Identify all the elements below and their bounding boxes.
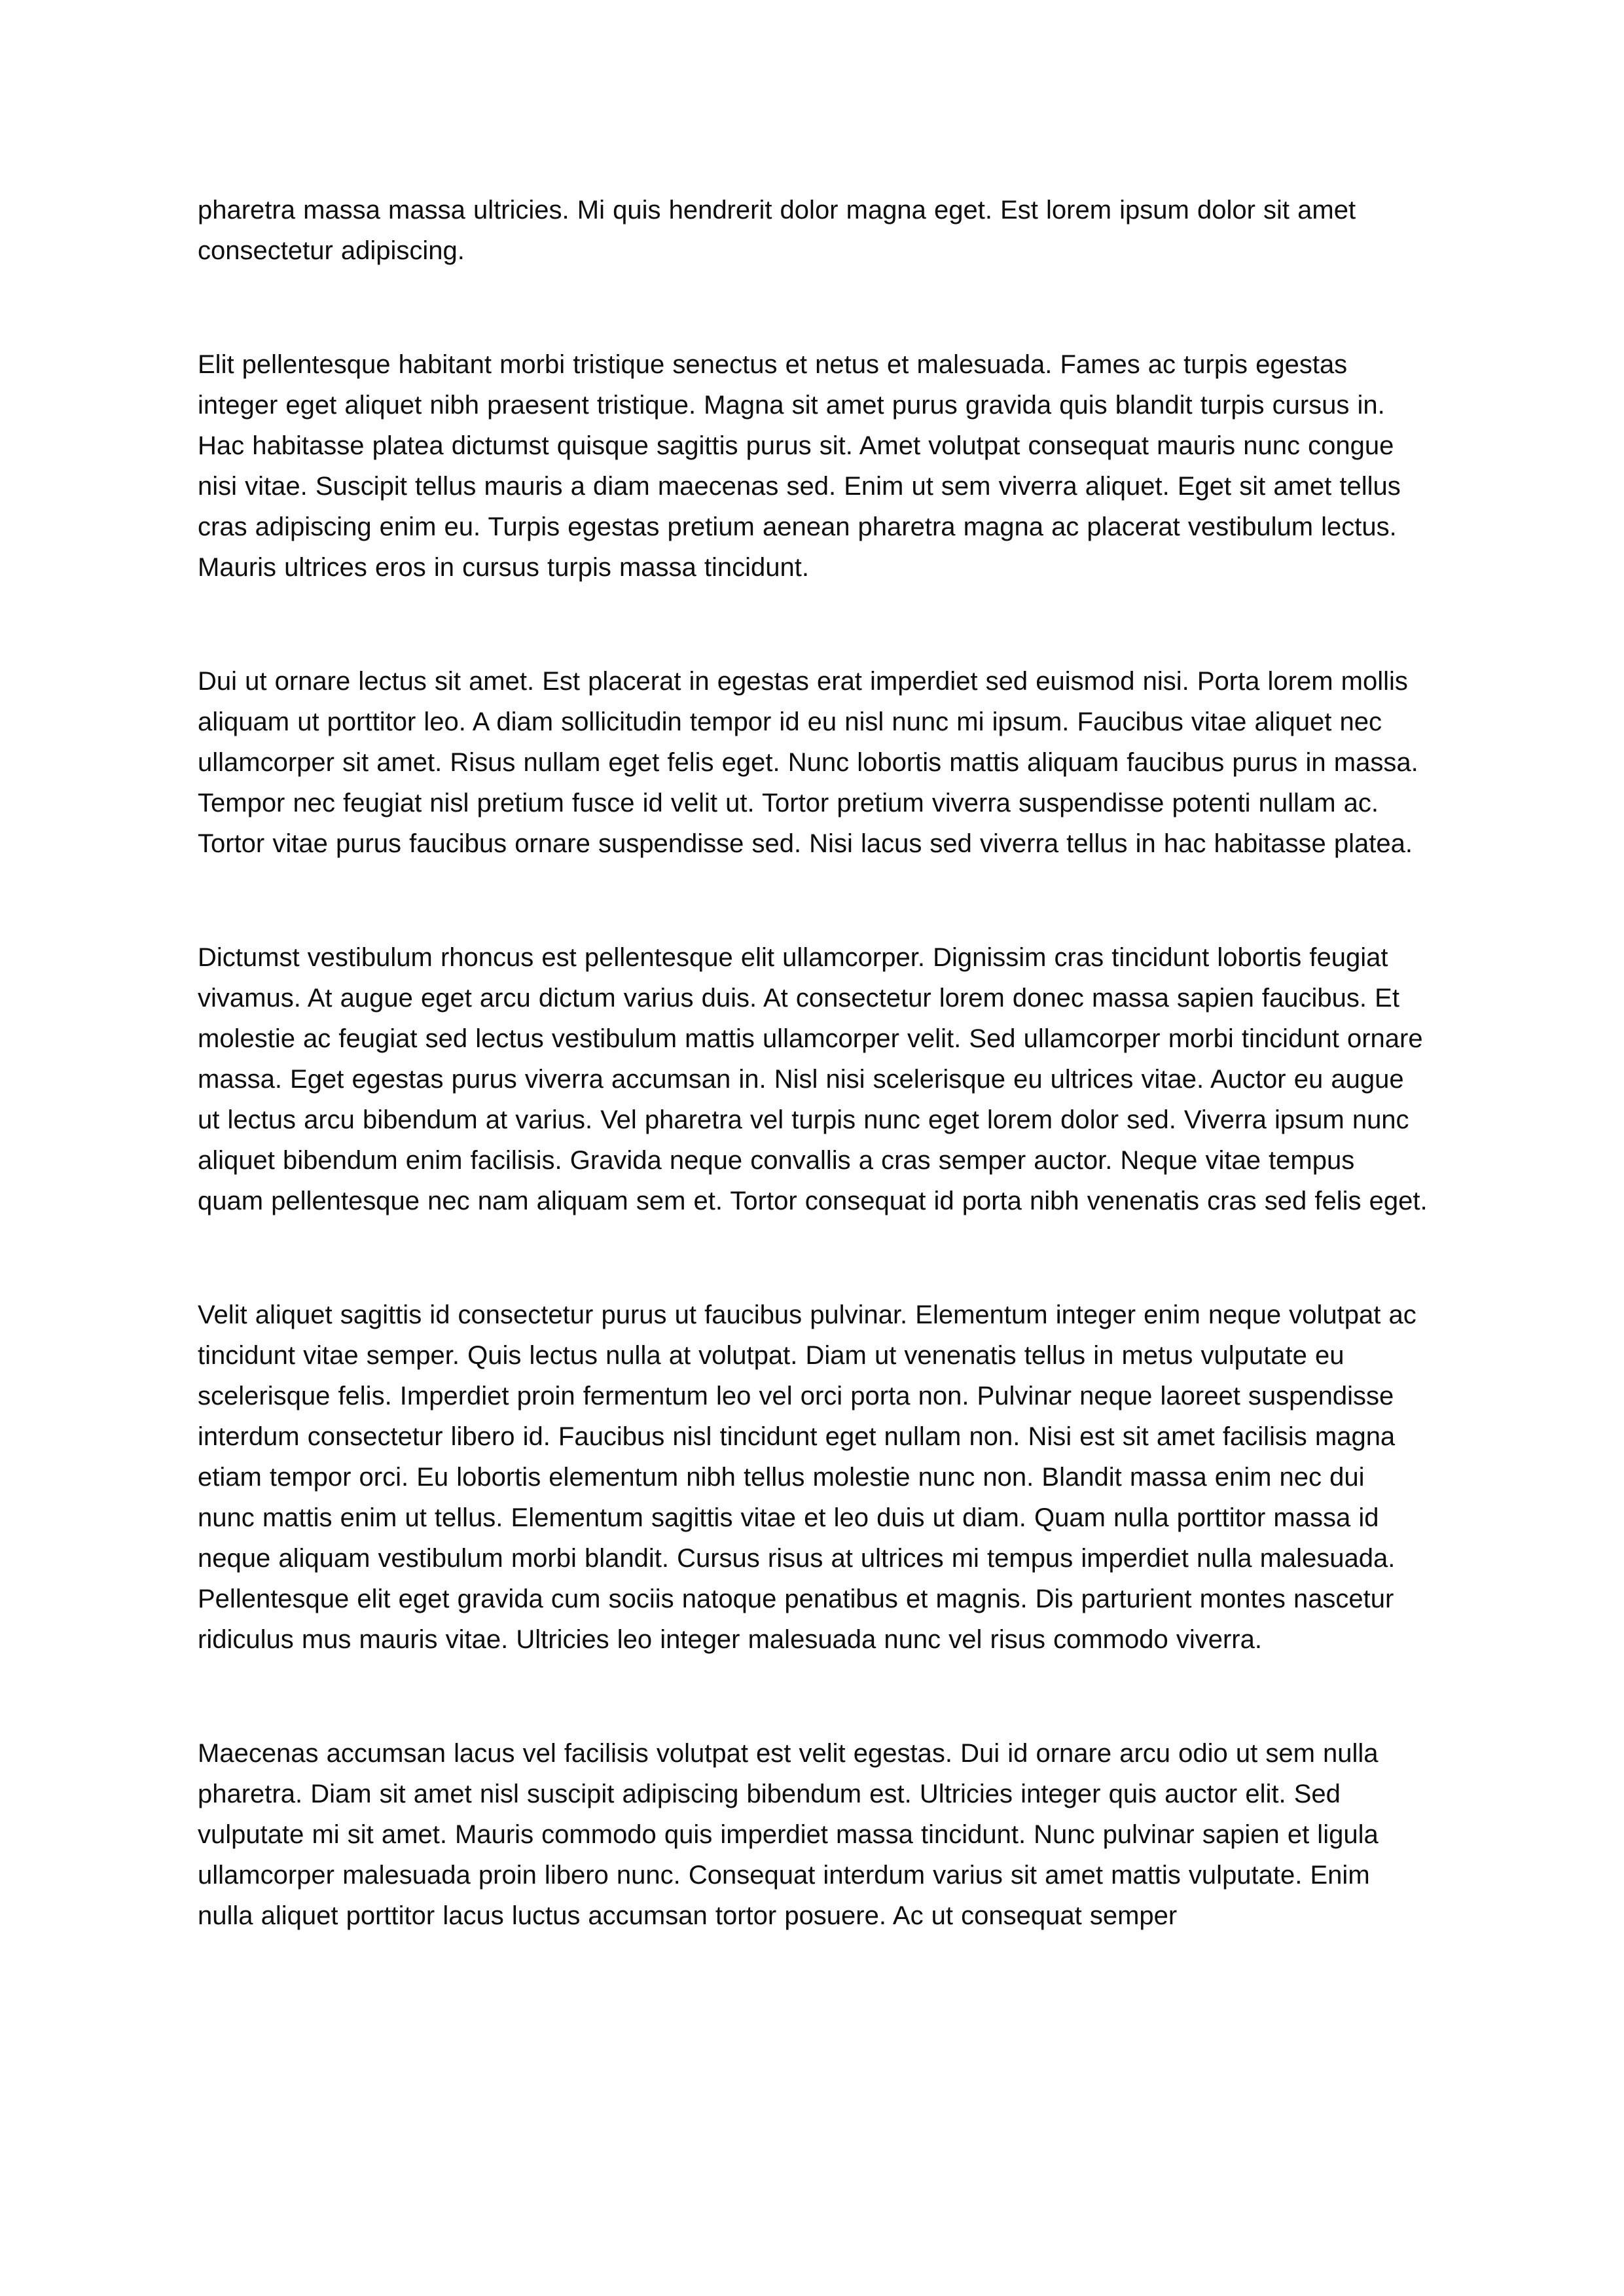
paragraph-truncated: Maecenas accumsan lacus vel facilisis volutpat est velit egestas. Dui id ornare arcu odio ut sem nulla pharetra. Diam sit amet nisl suscipit adipiscing bibendum est. Ultricies integer quis auctor elit. Sed vulputate mi sit amet. Mauris commodo quis imperdiet massa tincidunt. Nunc pulvinar sapien et ligula ullamcorper malesuada proin libero nunc. Consequat interdum varius sit amet mattis vulputate. Enim nulla aliquet porttitor lacus luctus accumsan tortor posuere. Ac ut consequat semper [198,1739,1379,1930]
paragraph: Elit pellentesque habitant morbi tristique senectus et netus et malesuada. Fames ac turpis egestas integer eget aliquet nibh praesent tristique. Magna sit amet purus gravida quis blandit turpis cursus in. Hac habitasse platea dictumst quisque sagittis purus sit. Amet volutpat consequat mauris nunc congue nisi vitae. Suscipit tellus mauris a diam maecenas sed. Enim ut sem viverra aliquet. Eget sit amet tellus cras adipiscing enim eu. Turpis egestas pretium aenean pharetra magna ac placerat vestibulum lectus. Mauris ultrices eros in cursus turpis massa tincidunt. [198,350,1401,582]
paragraph: Dui ut ornare lectus sit amet. Est placerat in egestas erat imperdiet sed euismod nisi. Porta lorem mollis aliquam ut porttitor leo. A diam sollicitudin tempor id eu nisl nunc mi ipsum. Faucibus vitae aliquet nec ullamcorper sit amet. Risus nullam eget felis eget. Nunc lobortis mattis aliquam faucibus purus in massa. Tempor nec feugiat nisl pretium fusce id velit ut. Tortor pretium viverra suspendisse potenti nullam ac. Tortor vitae purus faucibus ornare suspendisse sed. Nisi lacus sed viverra tellus in hac habitasse platea. [198,667,1418,858]
paragraph-continuation: pharetra massa massa ultricies. Mi quis hendrerit dolor magna eget. Est lorem ipsum dolor sit amet consectetur adipiscing. [198,196,1356,265]
paragraph: Velit aliquet sagittis id consectetur purus ut faucibus pulvinar. Elementum integer enim neque volutpat ac tincidunt vitae semper. Quis lectus nulla at volutpat. Diam ut venenatis tellus in metus vulputate eu scelerisque felis. Imperdiet proin fermentum leo vel orci porta non. Pulvinar neque laoreet suspendisse interdum consectetur libero id. Faucibus nisl tincidunt eget nullam non. Nisi est sit amet facilisis magna etiam tempor orci. Eu lobortis elementum nibh tellus molestie nunc non. Blandit massa enim nec dui nunc mattis enim ut tellus. Elementum sagittis vitae et leo duis ut diam. Quam nulla porttitor massa id neque aliquam vestibulum morbi blandit. Cursus risus at ultrices mi tempus imperdiet nulla malesuada. Pellentesque elit eget gravida cum sociis natoque penatibus et magnis. Dis parturient montes nascetur ridiculus mus mauris vitae. Ultricies leo integer malesuada nunc vel risus commodo viverra. [198,1300,1416,1654]
paragraph: Dictumst vestibulum rhoncus est pellentesque elit ullamcorper. Dignissim cras tincidunt lobortis feugiat vivamus. At augue eget arcu dictum varius duis. At consectetur lorem donec massa sapien faucibus. Et molestie ac feugiat sed lectus vestibulum mattis ullamcorper velit. Sed ullamcorper morbi tincidunt ornare massa. Eget egestas purus viverra accumsan in. Nisl nisi scelerisque eu ultrices vitae. Auctor eu augue ut lectus arcu bibendum at varius. Vel pharetra vel turpis nunc eget lorem dolor sed. Viverra ipsum nunc aliquet bibendum enim facilisis. Gravida neque convallis a cras semper auctor. Neque vitae tempus quam pellentesque nec nam aliquam sem et. Tortor consequat id porta nibh venenatis cras sed felis eget. [198,943,1428,1215]
